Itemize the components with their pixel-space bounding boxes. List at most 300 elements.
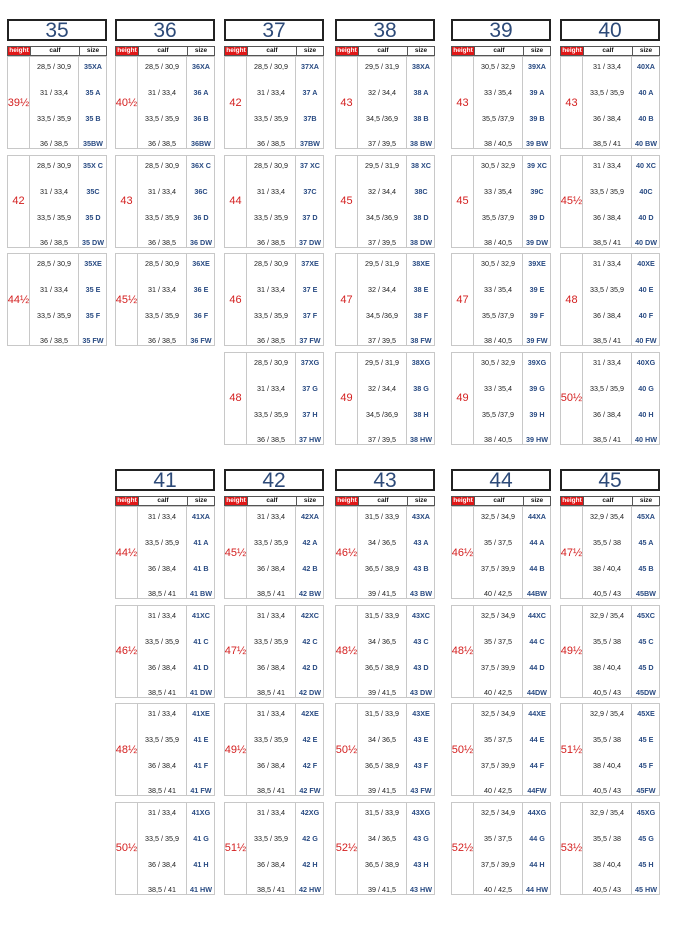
- size-code: 39XE: [528, 259, 546, 268]
- size-code: 45FW: [636, 786, 656, 795]
- size-code: 44 E: [529, 735, 545, 744]
- calf-range: 38,5 / 41: [148, 884, 176, 894]
- calf-range: 38 / 40,5: [484, 336, 512, 345]
- size-code: 45 H: [638, 859, 654, 869]
- column-header-row: [335, 496, 435, 506]
- height-group: [560, 253, 660, 346]
- calf-range: 32,9 / 35,4: [590, 610, 624, 620]
- size-code: 45BW: [636, 589, 656, 598]
- size-code: 37 HW: [299, 434, 321, 444]
- calf-range: 40,5 / 43: [593, 786, 621, 795]
- size-column: [115, 19, 215, 345]
- size-code: 40C: [639, 186, 653, 196]
- calf-range: 31 / 33,4: [593, 160, 621, 170]
- size-code: 42 C: [302, 636, 318, 646]
- height-group: [335, 703, 435, 796]
- calf-range: 31 / 33,4: [40, 88, 68, 97]
- size-header: size: [639, 497, 653, 504]
- column-header-row: [451, 46, 551, 56]
- size-code: 45DW: [636, 687, 656, 697]
- calf-range: 40,5 / 43: [593, 884, 621, 894]
- size-code: 42 D: [302, 662, 318, 672]
- height-header: height: [116, 497, 139, 505]
- size-code: 39 D: [529, 212, 545, 222]
- calf-range: 34 / 36,5: [368, 636, 396, 646]
- calf-range: 36 / 38,4: [148, 859, 176, 869]
- calf-range: 35,5 / 38: [593, 538, 621, 547]
- size-code: 43 BW: [410, 589, 432, 598]
- size-code: 35X C: [83, 160, 103, 170]
- height-value: 43: [452, 57, 474, 148]
- calf-range: 31 / 33,4: [148, 512, 176, 521]
- calf-range: 38,5 / 41: [148, 786, 176, 795]
- size-code: 44 HW: [526, 884, 548, 894]
- size-code: 45 HW: [635, 884, 657, 894]
- calf-range: 31 / 33,4: [593, 357, 621, 367]
- calf-range: 38 / 40,5: [484, 434, 512, 444]
- calf-range: 36 / 38,5: [40, 139, 68, 148]
- calf-range: 32,5 / 34,9: [481, 512, 515, 521]
- height-value: 46½: [116, 606, 138, 697]
- size-code: 38 HW: [410, 434, 432, 444]
- size-code: 41XG: [191, 807, 211, 817]
- height-group: [7, 56, 107, 149]
- calf-header: calf: [475, 47, 524, 55]
- size-code: 37C: [303, 186, 317, 196]
- calf-range: 40,5 / 43: [593, 687, 621, 697]
- height-header: height: [336, 497, 359, 505]
- size-column: [451, 469, 551, 894]
- calf-range: 34,5 /36,9: [366, 311, 398, 320]
- height-group: [335, 352, 435, 445]
- size-code: 42 E: [302, 735, 318, 744]
- size-code: 45 E: [638, 735, 654, 744]
- calf-range: 31,5 / 33,9: [365, 709, 399, 718]
- size-code: 45XE: [637, 709, 655, 718]
- height-group: [335, 56, 435, 149]
- size-code: 43 HW: [410, 884, 432, 894]
- calf-range: 38 / 40,4: [593, 761, 621, 770]
- height-value: 46½: [452, 507, 474, 598]
- calf-range: 38,5 / 41: [257, 687, 285, 697]
- calf-range: 31 / 33,4: [148, 807, 176, 817]
- size-header: size: [194, 47, 208, 54]
- calf-range: 33,5 / 35,9: [145, 212, 179, 222]
- size-code: 43 H: [413, 859, 429, 869]
- height-value: 49: [452, 353, 474, 444]
- calf-range: 36 / 38,4: [257, 761, 285, 770]
- size-header: size: [530, 47, 544, 54]
- calf-range: 36 / 38,4: [593, 212, 621, 222]
- size-code: 44 F: [529, 761, 545, 770]
- calf-range: 35 / 37,5: [484, 735, 512, 744]
- calf-range: 30,5 / 32,9: [481, 62, 515, 71]
- calf-range: 33,5 / 35,9: [145, 833, 179, 843]
- size-code: 43 C: [413, 636, 429, 646]
- shoe-size-title: 35: [7, 19, 107, 41]
- height-group: [335, 253, 435, 346]
- calf-range: 34,5 /36,9: [366, 114, 398, 123]
- height-group: [335, 605, 435, 698]
- size-code: 35XE: [84, 259, 102, 268]
- height-value: 51½: [561, 704, 583, 795]
- calf-range: 31,5 / 33,9: [365, 610, 399, 620]
- calf-range: 32,9 / 35,4: [590, 807, 624, 817]
- height-value: 48½: [116, 704, 138, 795]
- calf-range: 37 / 39,5: [368, 434, 396, 444]
- height-group: [115, 605, 215, 698]
- size-code: 41 FW: [190, 786, 212, 795]
- column-header-row: [224, 496, 324, 506]
- size-code: 36 FW: [190, 336, 212, 345]
- size-code: 43 G: [413, 833, 429, 843]
- calf-range: 28,5 / 30,9: [254, 259, 288, 268]
- height-value: 48½: [452, 606, 474, 697]
- calf-range: 37 / 39,5: [368, 139, 396, 148]
- height-group: [224, 253, 324, 346]
- height-value: 52½: [336, 803, 358, 894]
- height-group: [560, 352, 660, 445]
- size-code: 43 D: [413, 662, 429, 672]
- calf-range: 32,5 / 34,9: [481, 610, 515, 620]
- size-code: 45XA: [637, 512, 655, 521]
- size-code: 35 B: [85, 114, 101, 123]
- size-column: [560, 19, 660, 444]
- size-code: 41 BW: [190, 589, 212, 598]
- size-code: 42XE: [301, 709, 319, 718]
- size-column: [7, 19, 107, 345]
- calf-range: 28,5 / 30,9: [145, 259, 179, 268]
- height-group: [560, 56, 660, 149]
- size-code: 35 A: [85, 88, 101, 97]
- size-code: 36XA: [192, 62, 210, 71]
- size-code: 41 A: [193, 538, 209, 547]
- calf-range: 36 / 38,5: [257, 434, 285, 444]
- column-header-row: [115, 46, 215, 56]
- size-code: 43 A: [413, 538, 429, 547]
- size-column: [335, 19, 435, 444]
- size-code: 43 E: [413, 735, 429, 744]
- height-group: [115, 506, 215, 599]
- size-code: 39XA: [528, 62, 546, 71]
- height-value: 45½: [561, 156, 583, 247]
- size-code: 38C: [414, 186, 428, 196]
- height-group: [115, 56, 215, 149]
- size-code: 39 F: [529, 311, 545, 320]
- size-code: 35 F: [85, 311, 101, 320]
- size-code: 36 D: [193, 212, 209, 222]
- calf-range: 38,5 / 41: [593, 139, 621, 148]
- calf-range: 38,5 / 41: [257, 589, 285, 598]
- size-code: 43 F: [413, 761, 429, 770]
- calf-range: 38,5 / 41: [593, 434, 621, 444]
- size-code: 39 G: [529, 383, 545, 393]
- height-group: [451, 56, 551, 149]
- shoe-size-title: 38: [335, 19, 435, 41]
- size-code: 39 E: [529, 285, 545, 294]
- height-value: 48: [225, 353, 247, 444]
- height-value: 47½: [561, 507, 583, 598]
- size-code: 42XC: [301, 610, 319, 620]
- calf-range: 40 / 42,5: [484, 884, 512, 894]
- calf-range: 33,5 / 35,9: [145, 114, 179, 123]
- calf-range: 39 / 41,5: [368, 687, 396, 697]
- size-code: 35 FW: [82, 336, 104, 345]
- calf-range: 33,5 / 35,9: [145, 636, 179, 646]
- calf-range: 40 / 42,5: [484, 589, 512, 598]
- calf-header: calf: [584, 497, 633, 505]
- size-code: 45 F: [638, 761, 654, 770]
- calf-range: 33,5 / 35,9: [145, 538, 179, 547]
- size-code: 44 G: [529, 833, 545, 843]
- size-code: 43 FW: [410, 786, 432, 795]
- size-code: 39C: [530, 186, 544, 196]
- size-code: 40 A: [638, 88, 654, 97]
- size-code: 43XC: [412, 610, 430, 620]
- size-code: 40 B: [638, 114, 654, 123]
- column-header-row: [335, 46, 435, 56]
- column-header-row: [451, 496, 551, 506]
- calf-range: 35 / 37,5: [484, 833, 512, 843]
- calf-range: 35 / 37,5: [484, 636, 512, 646]
- height-group: [560, 703, 660, 796]
- height-group: [115, 802, 215, 895]
- height-value: 52½: [452, 803, 474, 894]
- height-group: [451, 703, 551, 796]
- size-code: 45 G: [638, 833, 654, 843]
- height-value: 43: [116, 156, 138, 247]
- calf-range: 32 / 34,4: [368, 186, 396, 196]
- size-code: 39 BW: [526, 139, 548, 148]
- height-value: 49½: [225, 704, 247, 795]
- calf-range: 37,5 / 39,9: [481, 859, 515, 869]
- calf-range: 37 / 39,5: [368, 237, 396, 247]
- size-code: 38 DW: [410, 237, 432, 247]
- height-header: height: [561, 47, 584, 55]
- calf-range: 31 / 33,4: [148, 186, 176, 196]
- size-code: 36C: [194, 186, 208, 196]
- size-code: 38XA: [412, 62, 430, 71]
- calf-range: 30,5 / 32,9: [481, 357, 515, 367]
- height-value: 45: [336, 156, 358, 247]
- size-code: 41 HW: [190, 884, 212, 894]
- size-code: 40 F: [638, 311, 654, 320]
- height-group: [560, 155, 660, 248]
- height-value: 42: [8, 156, 30, 247]
- calf-range: 32 / 34,4: [368, 383, 396, 393]
- size-code: 35XA: [84, 62, 102, 71]
- size-code: 38 E: [413, 285, 429, 294]
- size-code: 36 B: [193, 114, 209, 123]
- size-code: 44BW: [527, 589, 547, 598]
- calf-range: 33,5 / 35,9: [254, 735, 288, 744]
- size-header: size: [194, 497, 208, 504]
- size-column: [560, 469, 660, 894]
- calf-range: 36 / 38,5: [148, 139, 176, 148]
- size-code: 38 F: [413, 311, 429, 320]
- calf-range: 40 / 42,5: [484, 786, 512, 795]
- calf-range: 38,5 / 41: [148, 589, 176, 598]
- calf-range: 36,5 / 38,9: [365, 859, 399, 869]
- size-code: 40XA: [637, 62, 655, 71]
- calf-range: 31 / 33,4: [40, 186, 68, 196]
- size-code: 44 A: [529, 538, 545, 547]
- calf-range: 33,5 / 35,9: [145, 735, 179, 744]
- height-value: 43: [336, 57, 358, 148]
- calf-range: 36 / 38,4: [593, 311, 621, 320]
- size-code: 41XE: [192, 709, 210, 718]
- height-group: [560, 506, 660, 599]
- size-code: 37 A: [302, 88, 318, 97]
- height-group: [115, 253, 215, 346]
- calf-range: 32,5 / 34,9: [481, 807, 515, 817]
- height-group: [115, 155, 215, 248]
- height-group: [224, 56, 324, 149]
- height-value: 44½: [8, 254, 30, 345]
- size-code: 43XE: [412, 709, 430, 718]
- size-header: size: [303, 47, 317, 54]
- size-column: [335, 469, 435, 894]
- size-code: 40XE: [637, 259, 655, 268]
- size-code: 41 E: [193, 735, 209, 744]
- size-code: 37 FW: [299, 336, 321, 345]
- size-code: 40XG: [636, 357, 656, 367]
- size-code: 40 BW: [635, 139, 657, 148]
- size-code: 39 A: [529, 88, 545, 97]
- calf-range: 36 / 38,4: [593, 114, 621, 123]
- calf-range: 36 / 38,5: [257, 139, 285, 148]
- column-header-row: [115, 496, 215, 506]
- calf-range: 34 / 36,5: [368, 833, 396, 843]
- size-header: size: [303, 497, 317, 504]
- height-group: [224, 605, 324, 698]
- height-group: [224, 703, 324, 796]
- calf-range: 28,5 / 30,9: [254, 62, 288, 71]
- size-code: 36 DW: [190, 237, 212, 247]
- size-code: 44DW: [527, 687, 547, 697]
- height-group: [451, 802, 551, 895]
- size-code: 36BW: [191, 139, 211, 148]
- calf-range: 36 / 38,5: [148, 237, 176, 247]
- size-code: 42 FW: [299, 786, 321, 795]
- calf-header: calf: [248, 497, 297, 505]
- size-code: 37B: [303, 114, 317, 123]
- height-value: 48½: [336, 606, 358, 697]
- calf-range: 30,5 / 32,9: [481, 160, 515, 170]
- size-code: 38 D: [413, 212, 429, 222]
- calf-range: 36,5 / 38,9: [365, 761, 399, 770]
- size-code: 45 C: [638, 636, 654, 646]
- height-value: 50½: [452, 704, 474, 795]
- size-code: 35C: [86, 186, 100, 196]
- size-code: 42XG: [300, 807, 320, 817]
- height-value: 50½: [336, 704, 358, 795]
- height-value: 47½: [225, 606, 247, 697]
- shoe-size-title: 41: [115, 469, 215, 491]
- calf-range: 38 / 40,4: [593, 859, 621, 869]
- calf-header: calf: [139, 497, 188, 505]
- height-group: [224, 506, 324, 599]
- calf-range: 39 / 41,5: [368, 884, 396, 894]
- calf-range: 31 / 33,4: [257, 512, 285, 521]
- size-code: 40 DW: [635, 237, 657, 247]
- calf-range: 32 / 34,4: [368, 88, 396, 97]
- height-value: 48: [561, 254, 583, 345]
- calf-range: 36 / 38,4: [593, 409, 621, 419]
- height-value: 50½: [561, 353, 583, 444]
- calf-range: 32,5 / 34,9: [481, 709, 515, 718]
- calf-range: 38 / 40,4: [593, 662, 621, 672]
- size-code: 43 DW: [410, 687, 432, 697]
- calf-range: 33,5 / 35,9: [254, 212, 288, 222]
- calf-range: 38,5 / 41: [257, 884, 285, 894]
- calf-range: 29,5 / 31,9: [365, 160, 399, 170]
- size-code: 39 HW: [526, 434, 548, 444]
- size-code: 37 F: [302, 311, 318, 320]
- calf-range: 36 / 38,4: [257, 564, 285, 573]
- calf-range: 36 / 38,5: [40, 336, 68, 345]
- calf-header: calf: [584, 47, 633, 55]
- calf-range: 35,5 / 38: [593, 735, 621, 744]
- size-code: 39 DW: [526, 237, 548, 247]
- calf-range: 31 / 33,4: [257, 610, 285, 620]
- size-code: 39 B: [529, 114, 545, 123]
- height-group: [7, 253, 107, 346]
- size-code: 38XG: [411, 357, 431, 367]
- size-code: 35 D: [85, 212, 101, 222]
- column-header-row: [560, 46, 660, 56]
- height-group: [115, 703, 215, 796]
- size-code: 37XG: [300, 357, 320, 367]
- calf-range: 33 / 35,4: [484, 285, 512, 294]
- size-code: 45XC: [637, 610, 655, 620]
- calf-range: 32,9 / 35,4: [590, 512, 624, 521]
- shoe-size-title: 44: [451, 469, 551, 491]
- size-code: 42 BW: [299, 589, 321, 598]
- height-value: 47: [336, 254, 358, 345]
- height-group: [224, 352, 324, 445]
- height-group: [335, 506, 435, 599]
- calf-range: 31 / 33,4: [257, 186, 285, 196]
- size-code: 44 C: [529, 636, 545, 646]
- calf-range: 31,5 / 33,9: [365, 512, 399, 521]
- calf-range: 33,5 / 35,9: [590, 88, 624, 97]
- size-code: 38XE: [412, 259, 430, 268]
- height-value: 51½: [225, 803, 247, 894]
- calf-range: 34,5 /36,9: [366, 212, 398, 222]
- calf-range: 36 / 38,4: [148, 662, 176, 672]
- size-code: 40 D: [638, 212, 654, 222]
- calf-range: 33,5 / 35,9: [254, 409, 288, 419]
- calf-range: 31 / 33,4: [148, 285, 176, 294]
- size-code: 37 D: [302, 212, 318, 222]
- size-code: 44XE: [528, 709, 546, 718]
- height-group: [224, 155, 324, 248]
- calf-range: 36 / 38,4: [148, 761, 176, 770]
- size-code: 42 HW: [299, 884, 321, 894]
- height-value: 44: [225, 156, 247, 247]
- size-code: 39 H: [529, 409, 545, 419]
- size-code: 41XC: [192, 610, 210, 620]
- size-code: 36 F: [193, 311, 209, 320]
- calf-range: 33,5 / 35,9: [590, 186, 624, 196]
- size-code: 35 E: [85, 285, 101, 294]
- size-code: 42 F: [302, 761, 318, 770]
- calf-range: 35 / 37,5: [484, 538, 512, 547]
- size-code: 43 B: [413, 564, 429, 573]
- calf-range: 33,5 / 35,9: [254, 114, 288, 123]
- calf-range: 33,5 / 35,9: [145, 311, 179, 320]
